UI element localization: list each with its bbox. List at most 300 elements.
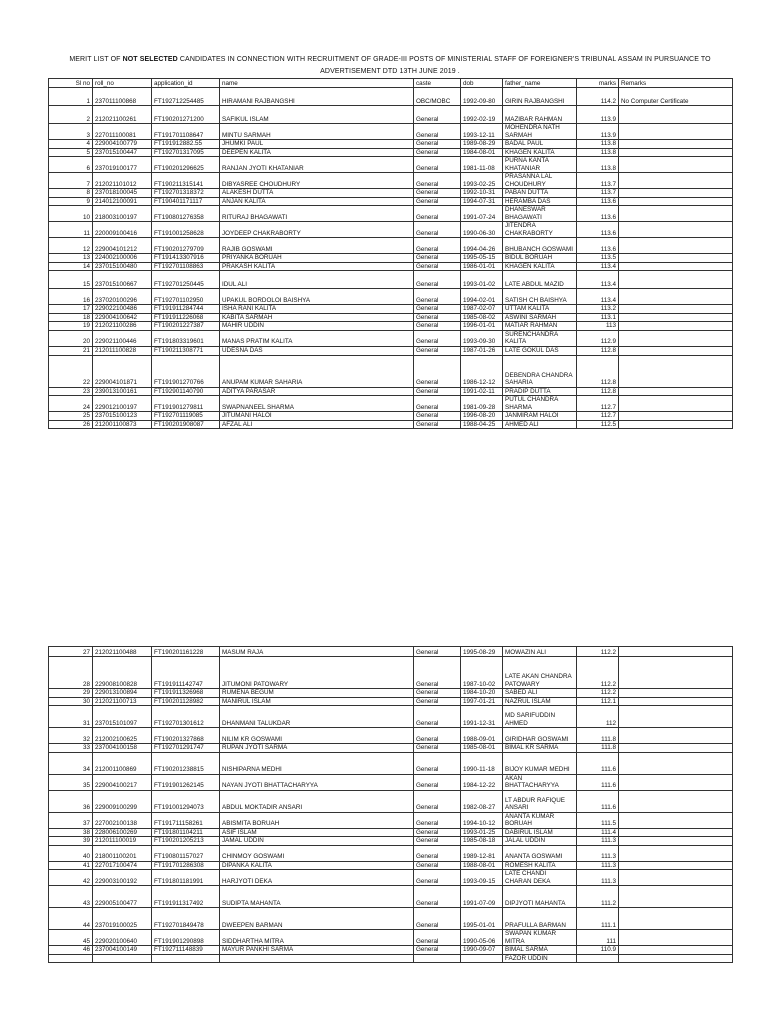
application-id-cell: FT192711148839 <box>152 946 220 955</box>
application-id-cell: FT192701119085 <box>152 412 220 421</box>
dob-cell: 1993-01-02 <box>461 271 503 289</box>
application-id-cell: FT191901279811 <box>152 396 220 412</box>
dob-cell: 1994-07-31 <box>461 197 503 206</box>
father-name-cell: DIPJYOTI MAHANTA <box>503 886 577 908</box>
caste-cell: General <box>414 706 461 728</box>
application-id-cell: FT190201238815 <box>152 752 220 774</box>
remarks-cell <box>619 262 733 271</box>
application-id-cell: FT192712254485 <box>152 88 220 106</box>
sl-no-cell: 25 <box>49 412 93 421</box>
roll-no-cell: 237015100667 <box>93 271 152 289</box>
dob-cell: 1986-12-12 <box>461 355 503 387</box>
father-name-cell: UTTAM KALITA <box>503 305 577 314</box>
roll-no-cell: 227002100138 <box>93 812 152 828</box>
table-row <box>49 689 733 698</box>
dob-cell: 1989-08-29 <box>461 140 503 149</box>
sl-no-cell: 10 <box>49 206 93 222</box>
dob-cell: 1990-09-07 <box>461 946 503 955</box>
table-row <box>49 355 733 387</box>
application-id-cell: FT190801157027 <box>152 845 220 861</box>
roll-no-cell: 220009100416 <box>93 222 152 238</box>
roll-no-cell: 237019100025 <box>93 908 152 930</box>
caste-cell: General <box>414 861 461 870</box>
application-id-cell: FT191911142747 <box>152 657 220 689</box>
sl-no-cell: 36 <box>49 790 93 812</box>
table-row <box>49 647 733 657</box>
dob-cell: 1981-09-28 <box>461 396 503 412</box>
table-row <box>49 289 733 305</box>
remarks-cell <box>619 346 733 355</box>
table-row <box>49 752 733 774</box>
table-row <box>49 206 733 222</box>
remarks-cell <box>619 412 733 421</box>
father-name-cell: ROMESH KALITA <box>503 861 577 870</box>
application-id-cell: FT192701849478 <box>152 908 220 930</box>
table-row <box>49 828 733 837</box>
name-cell: DEEPEN KALITA <box>220 148 414 157</box>
application-id-cell: FT190201296625 <box>152 157 220 173</box>
marks-cell: 111.4 <box>577 828 619 837</box>
dob-cell: 1985-08-18 <box>461 837 503 846</box>
caste-cell: General <box>414 657 461 689</box>
name-cell: CHINMOY GOSWAMI <box>220 845 414 861</box>
name-cell: RUMENA BEGUM <box>220 689 414 698</box>
father-name-cell: KHAGEN KALITA <box>503 148 577 157</box>
table-row <box>49 837 733 846</box>
father-name-cell: LT ABDUR RAFIQUE ANSARI <box>503 790 577 812</box>
father-name-cell: LATE ABDUL MAZID <box>503 271 577 289</box>
marks-cell: 112.9 <box>577 330 619 346</box>
dob-cell: 1992-10-31 <box>461 189 503 198</box>
sl-no-cell: Sl no <box>49 79 93 88</box>
roll-no-cell: 229005100477 <box>93 886 152 908</box>
dob-cell: 1988-04-25 <box>461 420 503 429</box>
sl-no-cell: 35 <box>49 774 93 790</box>
application-id-cell: FT191911226068 <box>152 313 220 322</box>
roll-no-cell: 218003100197 <box>93 206 152 222</box>
caste-cell <box>414 954 461 963</box>
caste-cell: General <box>414 752 461 774</box>
application-id-cell: FT192701108863 <box>152 262 220 271</box>
caste-cell: General <box>414 812 461 828</box>
roll-no-cell: 212001100873 <box>93 420 152 429</box>
table-row <box>49 744 733 753</box>
title-line-1: MERIT LIST OF NOT SELECTED CANDIDATES IN CONNECTION WITH RECRUITMENT OF GRADE-III POSTS OF MINISTERIAL STAFF OF FOREIGNER'S TRIBUNAL ASSAM IN PURSUANCE TO <box>69 56 711 63</box>
marks-cell: 113.9 <box>577 124 619 140</box>
caste-cell: General <box>414 412 461 421</box>
table-row <box>49 387 733 396</box>
dob-cell: 1993-01-25 <box>461 828 503 837</box>
caste-cell: General <box>414 330 461 346</box>
table-row <box>49 222 733 238</box>
marks-cell: 112.8 <box>577 346 619 355</box>
father-name-cell: FAZOR UDDIN <box>503 954 577 963</box>
application-id-cell: FT190211315141 <box>152 173 220 189</box>
father-name-cell: PABAN DUTTA <box>503 189 577 198</box>
marks-cell: 112.2 <box>577 647 619 657</box>
remarks-cell <box>619 140 733 149</box>
remarks-cell <box>619 706 733 728</box>
father-name-cell: SWAPAN KUMAR MITRA <box>503 930 577 946</box>
father-name-cell: PRASANNA LAL CHOUDHURY <box>503 173 577 189</box>
marks-cell: 113 <box>577 322 619 331</box>
remarks-cell <box>619 197 733 206</box>
caste-cell: General <box>414 647 461 657</box>
marks-cell: 113.8 <box>577 140 619 149</box>
name-cell: JITUMONI PATOWARY <box>220 657 414 689</box>
marks-cell: 111.6 <box>577 752 619 774</box>
sl-no-cell: 21 <box>49 346 93 355</box>
father-name-cell: BIMAL SARMA <box>503 946 577 955</box>
sl-no-cell: 43 <box>49 886 93 908</box>
father-name-cell: JANMIRAM HALOI <box>503 412 577 421</box>
caste-cell: General <box>414 870 461 886</box>
father-name-cell: GIRIDHAR GOSWAMI <box>503 728 577 744</box>
marks-cell: 111.6 <box>577 790 619 812</box>
dob-cell: 1984-10-20 <box>461 689 503 698</box>
roll-no-cell: 229022100486 <box>93 305 152 314</box>
application-id-cell: FT190211308771 <box>152 346 220 355</box>
father-name-cell: AHMED ALI <box>503 420 577 429</box>
dob-cell: 1987-10-02 <box>461 657 503 689</box>
marks-cell: 113.4 <box>577 262 619 271</box>
table-row <box>49 870 733 886</box>
remarks-cell: Remarks <box>619 79 733 88</box>
application-id-cell: FT190201271200 <box>152 106 220 124</box>
table-row <box>49 706 733 728</box>
sl-no-cell: 30 <box>49 697 93 706</box>
caste-cell: General <box>414 197 461 206</box>
roll-no-cell: 229012100197 <box>93 396 152 412</box>
name-cell: ALAKESH DUTTA <box>220 189 414 198</box>
dob-cell: 1991-07-09 <box>461 886 503 908</box>
application-id-cell: FT191803319601 <box>152 330 220 346</box>
marks-cell: 111.8 <box>577 728 619 744</box>
dob-cell: 1991-02-11 <box>461 387 503 396</box>
application-id-cell: FT191701286308 <box>152 861 220 870</box>
marks-cell: 113.4 <box>577 271 619 289</box>
marks-cell: 111.2 <box>577 886 619 908</box>
father-name-cell: BADAL PAUL <box>503 140 577 149</box>
document-title <box>48 54 732 78</box>
table-row <box>49 189 733 198</box>
application-id-cell: FT191701108647 <box>152 124 220 140</box>
dob-cell: 1993-09-30 <box>461 330 503 346</box>
marks-cell: 111.6 <box>577 774 619 790</box>
name-cell: ANJAN KALITA <box>220 197 414 206</box>
roll-no-cell: 229004101212 <box>93 238 152 254</box>
application-id-cell: FT191001294073 <box>152 790 220 812</box>
name-cell: DIPANKA KALITA <box>220 861 414 870</box>
dob-cell: 1994-02-01 <box>461 289 503 305</box>
application-id-cell <box>152 954 220 963</box>
sl-no-cell: 37 <box>49 812 93 828</box>
sl-no-cell: 28 <box>49 657 93 689</box>
father-name-cell: BHUBANCH GOSWAMI <box>503 238 577 254</box>
table-row <box>49 262 733 271</box>
marks-cell: 111 <box>577 930 619 946</box>
dob-cell: 1981-11-08 <box>461 157 503 173</box>
father-name-cell: KHAGEN KALITA <box>503 262 577 271</box>
marks-cell: 113.2 <box>577 305 619 314</box>
caste-cell: General <box>414 322 461 331</box>
dob-cell: 1992-09-80 <box>461 88 503 106</box>
roll-no-cell: 212002100625 <box>93 728 152 744</box>
marks-cell: 112.5 <box>577 420 619 429</box>
table-row <box>49 157 733 173</box>
application-id-cell: FT190201161228 <box>152 647 220 657</box>
name-cell: MASUM RAJA <box>220 647 414 657</box>
remarks-cell <box>619 728 733 744</box>
name-cell: PRAKASH KALITA <box>220 262 414 271</box>
remarks-cell <box>619 106 733 124</box>
application-id-cell: FT191801104211 <box>152 828 220 837</box>
roll-no-cell: 237004100158 <box>93 744 152 753</box>
sl-no-cell: 4 <box>49 140 93 149</box>
name-cell: NAYAN JYOTI BHATTACHARYYA <box>220 774 414 790</box>
marks-cell: 113.5 <box>577 254 619 263</box>
dob-cell: 1991-07-24 <box>461 206 503 222</box>
marks-cell: 113.7 <box>577 189 619 198</box>
name-cell: name <box>220 79 414 88</box>
dob-cell: 1994-04-26 <box>461 238 503 254</box>
marks-cell: marks <box>577 79 619 88</box>
remarks-cell <box>619 946 733 955</box>
application-id-cell: FT192901140790 <box>152 387 220 396</box>
sl-no-cell: 1 <box>49 88 93 106</box>
remarks-cell <box>619 124 733 140</box>
sl-no-cell: 41 <box>49 861 93 870</box>
remarks-cell <box>619 908 733 930</box>
caste-cell: General <box>414 271 461 289</box>
marks-cell: 111.1 <box>577 908 619 930</box>
father-name-cell: BIMAL KR SARMA <box>503 744 577 753</box>
remarks-cell <box>619 689 733 698</box>
father-name-cell: DEBENDRA CHANDRA SAHARIA <box>503 355 577 387</box>
table-row <box>49 106 733 124</box>
roll-no-cell: 237018100045 <box>93 189 152 198</box>
father-name-cell: MAZIBAR RAHMAN <box>503 106 577 124</box>
remarks-cell <box>619 305 733 314</box>
father-name-cell: father_name <box>503 79 577 88</box>
roll-no-cell: 237015100123 <box>93 412 152 421</box>
application-id-cell: FT190801276358 <box>152 206 220 222</box>
dob-cell: 1993-12-11 <box>461 124 503 140</box>
name-cell: RITURAJ BHAGAWATI <box>220 206 414 222</box>
remarks-cell <box>619 744 733 753</box>
father-name-cell: PURNA KANTA KHATANIAR <box>503 157 577 173</box>
application-id-cell: FT191801181991 <box>152 870 220 886</box>
remarks-cell <box>619 930 733 946</box>
sl-no-cell: 40 <box>49 845 93 861</box>
name-cell: UDESNA DAS <box>220 346 414 355</box>
sl-no-cell: 8 <box>49 189 93 198</box>
application-id-cell: FT191901262145 <box>152 774 220 790</box>
name-cell: ABDUL MOKTADIR ANSARI <box>220 790 414 812</box>
caste-cell: General <box>414 206 461 222</box>
application-id-cell: FT190201908087 <box>152 420 220 429</box>
roll-no-cell: 237020100296 <box>93 289 152 305</box>
application-id-cell: FT190401171117 <box>152 197 220 206</box>
sl-no-cell: 15 <box>49 271 93 289</box>
application-id-cell: FT190201128982 <box>152 697 220 706</box>
father-name-cell: BIDUL BORUAH <box>503 254 577 263</box>
caste-cell: General <box>414 140 461 149</box>
marks-cell: 113.6 <box>577 222 619 238</box>
dob-cell: 1996-01-01 <box>461 322 503 331</box>
caste-cell: General <box>414 845 461 861</box>
caste-cell: General <box>414 148 461 157</box>
name-cell: UPAKUL BORDOLOI BAISHYA <box>220 289 414 305</box>
caste-cell: General <box>414 774 461 790</box>
dob-cell: 1990-11-18 <box>461 752 503 774</box>
father-name-cell: MOWAZIN ALI <box>503 647 577 657</box>
caste-cell: General <box>414 420 461 429</box>
application-id-cell: FT191413307916 <box>152 254 220 263</box>
table-row <box>49 812 733 828</box>
marks-cell: 112.8 <box>577 355 619 387</box>
marks-cell: 113.7 <box>577 173 619 189</box>
roll-no-cell: 228006100269 <box>93 828 152 837</box>
caste-cell: General <box>414 124 461 140</box>
father-name-cell: ANANTA KUMAR BORUAH <box>503 812 577 828</box>
title-line-2: ADVERTISEMENT DTD 13TH JUNE 2019 . <box>320 68 460 75</box>
table-header-row <box>49 79 733 88</box>
application-id-cell: application_id <box>152 79 220 88</box>
father-name-cell: NAZRUL ISLAM <box>503 697 577 706</box>
dob-cell: 1995-08-29 <box>461 647 503 657</box>
merit-table-page-2 <box>48 646 733 963</box>
roll-no-cell: 237015100480 <box>93 262 152 271</box>
father-name-cell: ASWINI SARMAH <box>503 313 577 322</box>
dob-cell: 1990-06-30 <box>461 222 503 238</box>
application-id-cell: FT192701317095 <box>152 148 220 157</box>
name-cell: RUPAN JYOTI SARMA <box>220 744 414 753</box>
table-row <box>49 396 733 412</box>
roll-no-cell: 212021100261 <box>93 106 152 124</box>
marks-cell: 113.6 <box>577 206 619 222</box>
father-name-cell: PRAFULLA BARMAN <box>503 908 577 930</box>
father-name-cell: DABIRUL ISLAM <box>503 828 577 837</box>
marks-cell: 111.3 <box>577 870 619 886</box>
marks-cell: 113.8 <box>577 157 619 173</box>
dob-cell: 1995-01-01 <box>461 908 503 930</box>
table-row <box>49 845 733 861</box>
table-row <box>49 954 733 963</box>
application-id-cell: FT192701291747 <box>152 744 220 753</box>
marks-cell: 113.8 <box>577 148 619 157</box>
name-cell: ADITYA PARASAR <box>220 387 414 396</box>
dob-cell: 1984-12-22 <box>461 774 503 790</box>
father-name-cell: GIRIN RAJBANGSHI <box>503 88 577 106</box>
father-name-cell: PUTUL CHANDRA SHARMA <box>503 396 577 412</box>
remarks-cell <box>619 657 733 689</box>
application-id-cell: FT191711158261 <box>152 812 220 828</box>
remarks-cell <box>619 157 733 173</box>
sl-no-cell: 11 <box>49 222 93 238</box>
table-row <box>49 238 733 254</box>
father-name-cell: LATE AKAN CHANDRA PATOWARY <box>503 657 577 689</box>
name-cell: NILIM KR GOSWAMI <box>220 728 414 744</box>
roll-no-cell: 237004100149 <box>93 946 152 955</box>
table-row <box>49 305 733 314</box>
table-row <box>49 412 733 421</box>
dob-cell: 1996-08-20 <box>461 412 503 421</box>
name-cell: AFZAL ALI <box>220 420 414 429</box>
roll-no-cell: 227011100081 <box>93 124 152 140</box>
caste-cell: General <box>414 173 461 189</box>
table-row <box>49 946 733 955</box>
sl-no-cell: 24 <box>49 396 93 412</box>
application-id-cell: FT190201279709 <box>152 238 220 254</box>
name-cell: HARJYOTI DEKA <box>220 870 414 886</box>
table-row <box>49 657 733 689</box>
name-cell: NISHIPARNA MEDHI <box>220 752 414 774</box>
sl-no-cell: 32 <box>49 728 93 744</box>
father-name-cell: JITENDRA CHAKRABORTY <box>503 222 577 238</box>
roll-no-cell: 229009100299 <box>93 790 152 812</box>
dob-cell: 1990-05-06 <box>461 930 503 946</box>
table-row <box>49 790 733 812</box>
dob-cell: 1993-02-25 <box>461 173 503 189</box>
table-row <box>49 271 733 289</box>
roll-no-cell: 229004100642 <box>93 313 152 322</box>
sl-no-cell: 39 <box>49 837 93 846</box>
marks-cell: 112.8 <box>577 387 619 396</box>
remarks-cell <box>619 812 733 828</box>
remarks-cell <box>619 173 733 189</box>
application-id-cell: FT190201327868 <box>152 728 220 744</box>
table-row <box>49 908 733 930</box>
father-name-cell: MD SARIFUDDIN AHMED <box>503 706 577 728</box>
sl-no-cell: 44 <box>49 908 93 930</box>
caste-cell: General <box>414 828 461 837</box>
name-cell: HIRAMANI RAJBANGSHI <box>220 88 414 106</box>
roll-no-cell: 212011100019 <box>93 837 152 846</box>
dob-cell: 1986-01-01 <box>461 262 503 271</box>
remarks-cell <box>619 330 733 346</box>
marks-cell: 111.3 <box>577 837 619 846</box>
table-row <box>49 346 733 355</box>
dob-cell: 1994-10-12 <box>461 812 503 828</box>
name-cell: ANUPAM KUMAR SAHARIA <box>220 355 414 387</box>
sl-no-cell: 38 <box>49 828 93 837</box>
roll-no-cell: 227017100474 <box>93 861 152 870</box>
father-name-cell: SURENCHANDRA KALITA <box>503 330 577 346</box>
name-cell: SIDDHARTHA MITRA <box>220 930 414 946</box>
marks-cell: 113.6 <box>577 238 619 254</box>
table-row <box>49 254 733 263</box>
application-id-cell: FT192701301612 <box>152 706 220 728</box>
caste-cell: General <box>414 744 461 753</box>
name-cell: MINTU SARMAH <box>220 124 414 140</box>
roll-no-cell: 239013100161 <box>93 387 152 396</box>
table-row <box>49 124 733 140</box>
marks-cell: 112.1 <box>577 697 619 706</box>
sl-no-cell: 42 <box>49 870 93 886</box>
father-name-cell: ANANTA GOSWAMI <box>503 845 577 861</box>
remarks-cell <box>619 420 733 429</box>
father-name-cell: PRADIP DUTTA <box>503 387 577 396</box>
roll-no-cell: 229013100894 <box>93 689 152 698</box>
dob-cell: 1989-12-81 <box>461 845 503 861</box>
caste-cell: General <box>414 189 461 198</box>
sl-no-cell: 34 <box>49 752 93 774</box>
roll-no-cell: 212021101012 <box>93 173 152 189</box>
father-name-cell: BIJOY KUMAR MEDHI <box>503 752 577 774</box>
roll-no-cell <box>93 954 152 963</box>
caste-cell: General <box>414 346 461 355</box>
